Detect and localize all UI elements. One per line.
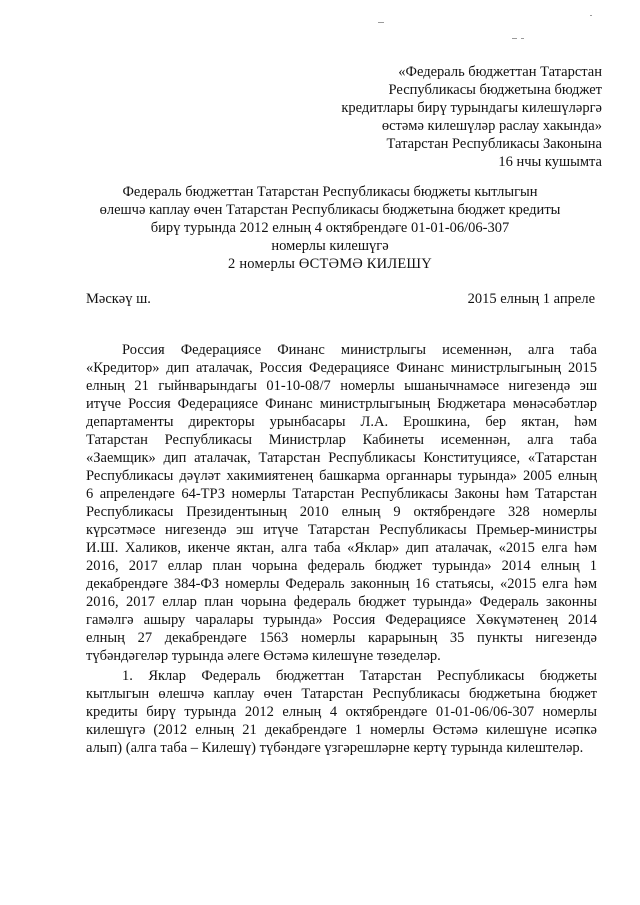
appendix-line: Татарстан Республикасы Законына <box>386 136 602 152</box>
text-line: килешүгә (2012 елның 21 декабрендәге 1 номерлы Өстәмә килешүне исәпкә <box>86 722 597 738</box>
text-line: түбәндәгеләр турында әлеге Өстәмә килешүне төзеделәр. <box>86 648 441 664</box>
scan-speck <box>521 38 524 39</box>
text-line: «Кредитор» дип аталачак, Россия Федерациясе Финанс министрлыгының 2015 <box>86 360 597 376</box>
text-line: департаменты директоры урынбасары Л.А. Ерошкина, бер яктан, һәм <box>86 414 597 430</box>
document-title <box>60 183 600 273</box>
scan-speck <box>590 15 592 16</box>
appendix-line: Республикасы бюджетына бюджет <box>388 82 602 98</box>
document-date: 2015 елның 1 апреле <box>467 291 595 307</box>
title-line: номерлы килешүгә <box>271 238 389 254</box>
text-line: елның 21 гыйнварындагы 01-10-08/7 номерлы ышанычнамәсе нигезендә эш <box>86 378 597 394</box>
appendix-line: 16 нчы кушымта <box>498 154 602 170</box>
clause-1-paragraph <box>86 667 597 757</box>
text-line: 2016, 2017 еллар план чорына федераль бюджет турында» Федераль законны <box>86 594 597 610</box>
title-line: өлешчә каплау өчен Татарстан Республикасы бюджетына бюджет кредиты <box>99 202 561 218</box>
scan-speck <box>378 22 384 23</box>
text-line: 2016, 2017 еллар план чорына федераль бюджет турында» 2014 елның 1 <box>86 558 597 574</box>
place-city: Мәскәү ш. <box>86 291 151 307</box>
title-heading: 2 номерлы ӨСТӘМӘ КИЛЕШҮ <box>228 256 432 272</box>
appendix-line: «Федераль бюджеттан Татарстан <box>398 64 602 80</box>
text-line: декабрендәге 384-ФЗ номерлы Федераль законның 16 статьясы, «2015 елга һәм <box>86 576 597 592</box>
text-line: күрсәтмәсе нигезендә эш итүче Татарстан Республикасы Премьер-министры <box>86 522 597 538</box>
text-line: елның 27 декабрендәге 1563 номерлы карарының 35 пункты нигезендә <box>86 630 597 646</box>
text-line: «Заемщик» дип аталачак, Татарстан Республикасы Конституциясе, «Татарстан <box>86 450 597 466</box>
appendix-line: кредитлары бирү турындагы килешүләргә <box>341 100 602 116</box>
appendix-line: өстәмә килешүләр раслау хакында» <box>381 118 602 134</box>
text-line: гамәлгә ашыру чаралары турында» Россия Федерациясе Хөкүмәтенең 2014 <box>86 612 597 628</box>
title-line: бирү турында 2012 елның 4 октябрендәге 01-01-06/06-307 <box>150 220 510 236</box>
title-line: Федераль бюджеттан Татарстан Республикасы бюджеты кытлыгын <box>122 184 538 200</box>
appendix-reference <box>341 63 602 171</box>
text-line: итүче Россия Федерациясе Финанс министрлыгының Бюджетара мөнәсәбәтләр <box>86 396 597 412</box>
text-line: Республикасы дәүләт хакимиятенең башкарма органнары турында» 2005 елның <box>86 468 597 484</box>
preamble-paragraph <box>86 341 597 665</box>
text-line: 6 апрелендәге 64-ТРЗ номерлы Татарстан Республикасы Законы һәм Татарстан <box>86 486 597 502</box>
text-line: кытлыгын өлешчә каплау өчен Татарстан Республикасы бюджетына бюджет <box>86 686 597 702</box>
text-line: кредиты бирү турында 2012 елның 4 октябрендәге 01-01-06/06-307 номерлы <box>86 704 597 720</box>
text-line: И.Ш. Халиков, икенче яктан, алга таба «Яклар» дип аталачак, «2015 елга һәм <box>86 540 597 556</box>
text-line: алып) (алга таба – Килешү) түбәндәге үзгәрешләрне кертү турында килештеләр. <box>86 740 584 756</box>
text-line: Республикасы Президентының 2010 елның 9 октябрендәге 328 номерлы <box>86 504 597 520</box>
text-line: Татарстан Республикасы Министрлар Кабинеты исеменнән, алга таба <box>86 432 597 448</box>
scan-speck <box>512 38 517 39</box>
text-line: 1. Яклар Федераль бюджеттан Татарстан Республикасы бюджеты <box>122 668 597 684</box>
text-line: Россия Федерациясе Финанс министрлыгы исеменнән, алга таба <box>122 342 597 358</box>
